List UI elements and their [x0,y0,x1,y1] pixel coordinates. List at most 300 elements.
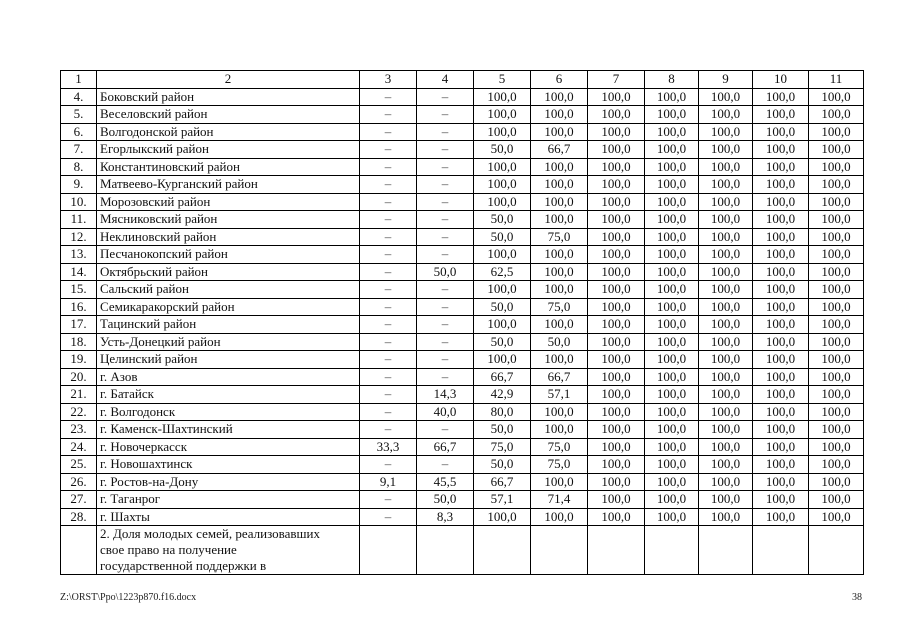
value-cell: 100,0 [809,316,864,334]
table-row [61,386,864,404]
territory-name-cell: г. Шахты [97,508,360,526]
value-cell: 100,0 [531,351,588,369]
territory-name-cell: г. Волгодонск [97,403,360,421]
value-cell: 100,0 [699,228,753,246]
value-cell: – [360,281,417,299]
value-cell: 100,0 [474,246,531,264]
empty-value-cell [588,526,645,575]
row-number-cell: 15. [61,281,97,299]
value-cell: 66,7 [474,473,531,491]
value-cell: 33,3 [360,438,417,456]
value-cell: 100,0 [474,123,531,141]
value-cell: 50,0 [474,141,531,159]
value-cell: 100,0 [809,403,864,421]
row-number-cell: 6. [61,123,97,141]
value-cell: – [360,228,417,246]
table-row [61,246,864,264]
header-cell: 4 [417,71,474,89]
value-cell: – [417,158,474,176]
value-cell: 100,0 [809,456,864,474]
empty-value-cell [531,526,588,575]
value-cell: 100,0 [809,176,864,194]
value-cell: 100,0 [588,123,645,141]
table-row [61,351,864,369]
table-row [61,508,864,526]
header-cell: 5 [474,71,531,89]
value-cell: 100,0 [809,193,864,211]
territory-name-cell: Неклиновский район [97,228,360,246]
value-cell: 100,0 [809,246,864,264]
header-cell: 1 [61,71,97,89]
value-cell: 100,0 [531,123,588,141]
value-cell: 100,0 [809,491,864,509]
value-cell: 66,7 [531,368,588,386]
value-cell: 100,0 [645,368,699,386]
value-cell: 100,0 [699,368,753,386]
table-row [61,211,864,229]
territory-name-cell: г. Азов [97,368,360,386]
value-cell: 100,0 [699,176,753,194]
table-row [61,158,864,176]
row-number-cell: 25. [61,456,97,474]
value-cell: – [360,421,417,439]
value-cell: 50,0 [474,298,531,316]
row-number-cell: 20. [61,368,97,386]
value-cell: 100,0 [531,211,588,229]
territory-name-cell: Тацинский район [97,316,360,334]
value-cell: 100,0 [474,158,531,176]
value-cell: 100,0 [809,88,864,106]
value-cell: 9,1 [360,473,417,491]
value-cell: 100,0 [699,351,753,369]
row-number-cell: 16. [61,298,97,316]
value-cell: 100,0 [753,141,809,159]
value-cell: 100,0 [474,508,531,526]
table-row [61,473,864,491]
value-cell: 100,0 [645,473,699,491]
row-number-cell: 5. [61,106,97,124]
value-cell: 100,0 [645,281,699,299]
value-cell: – [417,246,474,264]
value-cell: – [417,281,474,299]
value-cell: 100,0 [531,176,588,194]
value-cell: – [417,123,474,141]
value-cell: 100,0 [645,298,699,316]
row-number-cell: 26. [61,473,97,491]
value-cell: 100,0 [699,158,753,176]
value-cell: 100,0 [588,211,645,229]
value-cell: 100,0 [699,421,753,439]
value-cell: 100,0 [753,368,809,386]
row-number-cell: 7. [61,141,97,159]
value-cell: 100,0 [588,281,645,299]
value-cell: 100,0 [645,88,699,106]
territory-name-cell: Егорлыкский район [97,141,360,159]
value-cell: 100,0 [809,158,864,176]
value-cell: 100,0 [474,351,531,369]
value-cell: 100,0 [809,438,864,456]
value-cell: 100,0 [588,438,645,456]
value-cell: 100,0 [588,456,645,474]
value-cell: 100,0 [588,491,645,509]
page-number: 38 [852,592,862,603]
value-cell: 100,0 [645,176,699,194]
value-cell: 100,0 [699,211,753,229]
value-cell: 100,0 [699,141,753,159]
value-cell: 75,0 [531,298,588,316]
value-cell: – [417,456,474,474]
value-cell: 100,0 [753,106,809,124]
value-cell: 75,0 [531,228,588,246]
table-body [61,88,864,575]
value-cell: 100,0 [753,333,809,351]
value-cell: 100,0 [753,211,809,229]
value-cell: 100,0 [645,211,699,229]
value-cell: 100,0 [809,123,864,141]
header-cell: 3 [360,71,417,89]
table-row [61,333,864,351]
value-cell: – [360,508,417,526]
value-cell: 42,9 [474,386,531,404]
territory-name-cell: Целинский район [97,351,360,369]
value-cell: 100,0 [699,298,753,316]
empty-value-cell [417,526,474,575]
territory-name-cell: г. Ростов-на-Дону [97,473,360,491]
table-row [61,456,864,474]
value-cell: 100,0 [753,281,809,299]
value-cell: 100,0 [753,88,809,106]
territory-name-cell: Боковский район [97,88,360,106]
value-cell: 100,0 [588,263,645,281]
value-cell: 100,0 [531,158,588,176]
table-row [61,421,864,439]
value-cell: 100,0 [699,386,753,404]
value-cell: 8,3 [417,508,474,526]
value-cell: 100,0 [753,228,809,246]
territory-name-cell: Семикаракорский район [97,298,360,316]
value-cell: 50,0 [474,228,531,246]
header-cell: 11 [809,71,864,89]
table-row [61,123,864,141]
value-cell: 100,0 [809,333,864,351]
value-cell: 100,0 [753,491,809,509]
value-cell: 100,0 [753,351,809,369]
value-cell: 100,0 [809,298,864,316]
value-cell: 57,1 [531,386,588,404]
value-cell: – [360,368,417,386]
value-cell: 100,0 [645,351,699,369]
value-cell: 50,0 [474,333,531,351]
table-row [61,263,864,281]
value-cell: 100,0 [753,246,809,264]
value-cell: 100,0 [531,281,588,299]
value-cell: 100,0 [474,88,531,106]
header-cell: 2 [97,71,360,89]
value-cell: 100,0 [588,246,645,264]
value-cell: 100,0 [809,263,864,281]
value-cell: 100,0 [753,386,809,404]
value-cell: 100,0 [588,176,645,194]
value-cell: 100,0 [809,211,864,229]
territory-name-cell: Веселовский район [97,106,360,124]
value-cell: 100,0 [531,403,588,421]
value-cell: 100,0 [474,106,531,124]
value-cell: 100,0 [753,158,809,176]
value-cell: 100,0 [753,473,809,491]
empty-value-cell [699,526,753,575]
value-cell: 45,5 [417,473,474,491]
row-number-cell: 23. [61,421,97,439]
section-heading-line: свое право на получение [100,542,237,557]
value-cell: 100,0 [645,193,699,211]
row-number-cell: 14. [61,263,97,281]
territory-name-cell: г. Новочеркасск [97,438,360,456]
value-cell: 100,0 [588,403,645,421]
territory-name-cell: г. Таганрог [97,491,360,509]
value-cell: 100,0 [809,281,864,299]
value-cell: – [360,141,417,159]
value-cell: 100,0 [588,421,645,439]
value-cell: 100,0 [588,368,645,386]
table-row [61,298,864,316]
value-cell: 100,0 [699,106,753,124]
value-cell: 100,0 [531,421,588,439]
value-cell: 100,0 [588,508,645,526]
value-cell: 100,0 [753,263,809,281]
row-number-cell: 27. [61,491,97,509]
row-number-cell: 10. [61,193,97,211]
value-cell: 100,0 [809,351,864,369]
value-cell: 14,3 [417,386,474,404]
value-cell: 50,0 [417,263,474,281]
value-cell: 100,0 [531,193,588,211]
value-cell: – [360,193,417,211]
header-cell: 8 [645,71,699,89]
footer-file-path: Z:\ORST\Ppo\1223p870.f16.docx [60,592,197,603]
value-cell: 100,0 [645,316,699,334]
value-cell: 100,0 [645,491,699,509]
value-cell: – [417,141,474,159]
header-row [61,71,864,89]
section-heading-line: государственной поддержки в [100,558,267,573]
value-cell: – [417,316,474,334]
table-row [61,281,864,299]
value-cell: 100,0 [699,263,753,281]
table-row [61,368,864,386]
value-cell: 100,0 [753,421,809,439]
value-cell: – [417,193,474,211]
value-cell: – [360,158,417,176]
value-cell: – [360,123,417,141]
table-row [61,193,864,211]
value-cell: 100,0 [588,141,645,159]
empty-value-cell [753,526,809,575]
value-cell: 66,7 [474,368,531,386]
value-cell: – [360,106,417,124]
value-cell: 100,0 [699,281,753,299]
value-cell: 100,0 [753,298,809,316]
data-table [60,70,864,575]
value-cell: – [360,333,417,351]
header-cell: 6 [531,71,588,89]
territory-name-cell: Морозовский район [97,193,360,211]
value-cell: 100,0 [645,508,699,526]
value-cell: 100,0 [588,386,645,404]
territory-name-cell: Сальский район [97,281,360,299]
section-heading-line: 2. Доля молодых семей, реализовавших [100,526,320,541]
value-cell: 100,0 [474,193,531,211]
value-cell: 100,0 [588,158,645,176]
value-cell: 62,5 [474,263,531,281]
territory-name-cell: Матвеево-Курганский район [97,176,360,194]
value-cell: – [417,351,474,369]
value-cell: 100,0 [645,158,699,176]
value-cell: 100,0 [645,141,699,159]
value-cell: – [417,298,474,316]
row-number-cell: 8. [61,158,97,176]
value-cell: 100,0 [753,508,809,526]
value-cell: 100,0 [809,106,864,124]
value-cell: 100,0 [699,333,753,351]
section-heading-cell [97,526,360,575]
value-cell: 100,0 [588,298,645,316]
table-row [61,88,864,106]
value-cell: 100,0 [531,263,588,281]
value-cell: 100,0 [588,193,645,211]
territory-name-cell: Октябрьский район [97,263,360,281]
value-cell: 100,0 [474,316,531,334]
empty-value-cell [645,526,699,575]
value-cell: 100,0 [699,193,753,211]
value-cell: 100,0 [753,456,809,474]
value-cell: – [417,368,474,386]
value-cell: – [417,176,474,194]
row-number-cell: 4. [61,88,97,106]
row-number-cell: 18. [61,333,97,351]
value-cell: 100,0 [531,473,588,491]
value-cell: 100,0 [699,456,753,474]
territory-name-cell: Песчанокопский район [97,246,360,264]
table-row [61,228,864,246]
territory-name-cell: Волгодонской район [97,123,360,141]
value-cell: 100,0 [531,246,588,264]
value-cell: 100,0 [474,281,531,299]
row-number-cell: 28. [61,508,97,526]
header-cell: 9 [699,71,753,89]
table-row [61,141,864,159]
value-cell: 100,0 [809,473,864,491]
value-cell: 50,0 [474,421,531,439]
value-cell: 100,0 [809,386,864,404]
value-cell: 100,0 [699,123,753,141]
row-number-cell: 11. [61,211,97,229]
value-cell: – [417,333,474,351]
value-cell: 100,0 [699,403,753,421]
value-cell: 100,0 [645,456,699,474]
value-cell: – [360,351,417,369]
value-cell: 100,0 [531,316,588,334]
value-cell: 100,0 [699,246,753,264]
territory-name-cell: г. Новошахтинск [97,456,360,474]
value-cell: 100,0 [753,316,809,334]
territory-name-cell: Константиновский район [97,158,360,176]
value-cell: 100,0 [645,421,699,439]
value-cell: 100,0 [809,228,864,246]
value-cell: 100,0 [753,123,809,141]
row-number-cell: 22. [61,403,97,421]
value-cell: 100,0 [588,316,645,334]
value-cell: 66,7 [417,438,474,456]
value-cell: 66,7 [531,141,588,159]
value-cell: 100,0 [645,228,699,246]
value-cell: – [360,88,417,106]
value-cell: – [360,263,417,281]
territory-name-cell: г. Каменск-Шахтинский [97,421,360,439]
value-cell: 100,0 [588,228,645,246]
value-cell: – [417,228,474,246]
value-cell: 71,4 [531,491,588,509]
value-cell: 100,0 [809,141,864,159]
value-cell: 100,0 [753,176,809,194]
value-cell: 100,0 [699,491,753,509]
value-cell: 100,0 [699,438,753,456]
row-number-cell: 19. [61,351,97,369]
table-row [61,316,864,334]
value-cell: 100,0 [645,333,699,351]
value-cell: – [360,298,417,316]
value-cell: 100,0 [809,421,864,439]
value-cell: 100,0 [699,473,753,491]
header-cell: 7 [588,71,645,89]
value-cell: 100,0 [645,123,699,141]
value-cell: – [360,386,417,404]
value-cell: – [360,316,417,334]
territory-name-cell: Усть-Донецкий район [97,333,360,351]
value-cell: 100,0 [474,176,531,194]
territory-name-cell: г. Батайск [97,386,360,404]
table-row [61,176,864,194]
value-cell: 100,0 [531,88,588,106]
value-cell: 100,0 [531,106,588,124]
value-cell: – [360,403,417,421]
value-cell: 100,0 [699,316,753,334]
value-cell: 100,0 [531,508,588,526]
value-cell: 80,0 [474,403,531,421]
value-cell: – [417,421,474,439]
value-cell: – [360,176,417,194]
empty-value-cell [474,526,531,575]
value-cell: 50,0 [417,491,474,509]
value-cell: 100,0 [699,508,753,526]
value-cell: – [417,88,474,106]
value-cell: – [417,211,474,229]
value-cell: 100,0 [809,508,864,526]
value-cell: 50,0 [531,333,588,351]
value-cell: 100,0 [588,88,645,106]
value-cell: 50,0 [474,211,531,229]
row-number-cell: 13. [61,246,97,264]
value-cell: 57,1 [474,491,531,509]
row-number-cell: 17. [61,316,97,334]
table-row [61,491,864,509]
value-cell: 100,0 [645,438,699,456]
value-cell: 100,0 [645,263,699,281]
value-cell: 40,0 [417,403,474,421]
value-cell: 50,0 [474,456,531,474]
row-number-cell: 12. [61,228,97,246]
empty-value-cell [809,526,864,575]
value-cell: 100,0 [588,106,645,124]
